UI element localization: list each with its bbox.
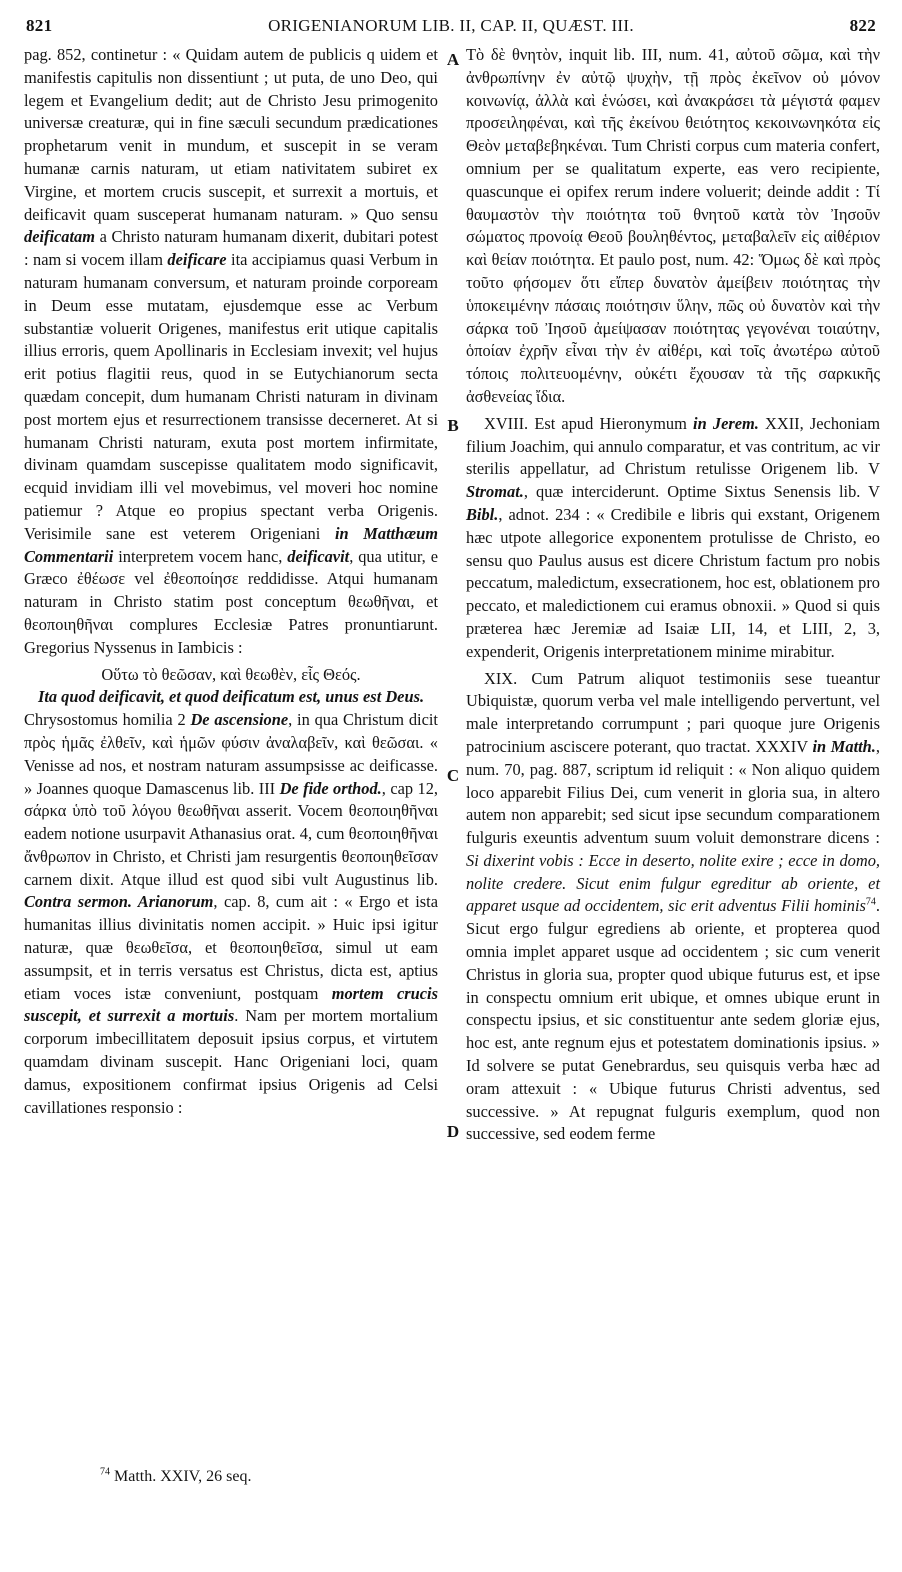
text-run: pag. 852, continetur : « Quidam autem de publicis q uidem et manifestis capitulis non dissentiunt ; ut puta, de uno Deo, qui legem et Evangelium dedit; aut de Christo Jesu primogenito universæ creaturæ, qui in fine sæculi secundum prædicationes prophetarum venit in mundum, et suscepit in se veram humanæ carnis naturam, ut etiam nativitatem subiret ex Virgine, et mortem crucis suscepit, et surrexit a mortuis, et deificavit quam susceperat humanam naturam. » Quo sensu — [24, 45, 438, 224]
page-number-right: 822 — [849, 16, 876, 35]
italic-title: Contra sermon. Arianorum — [24, 892, 214, 912]
margin-letter-d: D — [446, 1122, 460, 1141]
footnote-text: Matth. XXIV, 26 seq. — [110, 1468, 252, 1485]
left-paragraph-1 — [24, 44, 438, 660]
text-run: ita accipiamus quasi Verbum in naturam humanam conversum, et naturam proinde corpoream in Deum esse mutatam, ejusdemque esse ac Verbum substantiæ voluerit Origenes, manifestus erit utique capitalis illius erroris, quem Apollinaris in Ecclesiam invexit; vel hujus erit potius flagitii reus, quod in se Eutychianorum secta quædam concepit, dum humanam Christi naturam in divinam post mortem ejus et resurrectionem transisse decerneret. At si humanam Christi naturam, exuta post mortem infirmitate, divinam quamdam suscepisse qualitatem modo significavit, ecquid invidiam illi vel movebimus, vel moveri hoc nomine patiemur ? Atque eo propius spectant verba Origenis. Verisimile sane est veterem Origeniani — [24, 250, 438, 543]
italic-title: Bibl. — [466, 504, 499, 524]
page-number-left: 821 — [26, 16, 53, 35]
margin-letter-b: B — [447, 416, 459, 435]
text-run: XIX. Cum Patrum aliquot testimoniis sese tueantur Ubiquistæ, quorum verba vel male intelligendo pervertunt, vel male interpretando corrumpunt ; pari quoque jure Origenis patrocinium asciscere poterant, quo tractat. XXXIV — [466, 668, 880, 756]
running-head — [26, 16, 876, 42]
right-paragraph-2 — [466, 413, 880, 664]
text-run: Chrysostomus homilia 2 — [24, 710, 191, 730]
text-run: . Nam per mortem mortalium corporum imbecillitatem deposuit ipsius corpus, et virtutem quamdam divinam suscepit. Hanc Origeniani loci, quam damus, expositionem confirmat ipsius Origenis ad Celsi cavillationes responsio : — [24, 1006, 439, 1117]
text-run: , quæ interciderunt. Optime Sixtus Senensis lib. V — [523, 482, 880, 502]
footnote — [100, 1468, 251, 1486]
footnote-number: 74 — [100, 1466, 110, 1478]
right-paragraph-1 — [466, 44, 880, 409]
italic-title: in Matth. — [812, 736, 876, 756]
text-run: , in qua Christum dicit πρὸς ἡμᾶς ἐλθεῖν, καὶ ἡμῶν φύσιν ἀναλαβεῖν, καὶ θεῶσαι. « Venisse ad nos, et nostram naturam assumpsisse ac deificasse. » Joannes quoque Damascenus lib. III — [24, 710, 438, 798]
text-run: , cap. 8, cum ait : « Ergo et ista humanitas illius divinitatis nomen accipit. » Huic ipsi igitur naturæ, quæ θεωθεῖσα, et θεοποιηθεῖσα, simul ut eam assumpsit, et in terris versatus est Christus, dicta est, aptius etiam voces istæ conveniunt, postquam — [24, 892, 438, 1003]
verse-greek: Οὕτω τὸ θεῶσαν, καὶ θεωθὲν, εἷς Θεός. — [101, 664, 361, 684]
text-run: Τὸ δὲ θνητὸν, inquit lib. III, num. 41, αὐτοῦ σῶμα, καὶ τὴν ἀνθρωπίνην ἐν αὐτῷ ψυχὴν, τῇ πρὸς ἐκεῖνον οὐ μόνον κοινωνίᾳ, ἀλλὰ καὶ ἑνώσει, καὶ ἀνακράσει τὰ μέγιστά φαμεν προσειληφέναι, καὶ τῆς ἐκείνου θειότητος κεκοινωνηκότα εἰς Θεὸν μεταβεβηκέναι. Tum Christi corpus cum materia confert, omnium per se qualitatum experte, eas vero recipiente, quascunque ei opifex rerum indere voluerit; deinde addit : Τί θαυμαστὸν τὴν ποιότητα τοῦ θνητοῦ κατὰ τὸν Ἰησοῦν σώματος προνοίᾳ Θεοῦ βουληθέντος, μεταβαλεῖν εἰς αἰθέριον καὶ θείαν ποιότητα. Et paulo post, num. 42: Ὅμως δὲ καὶ πρὸς τοῦτο φήσομεν ὅτι εἴπερ δυνατὸν ἀμείβειν ποιότητας τὴν ὑποκειμένην πάσαις ποιότησιν ὕλην, πῶς οὐ δυνατὸν καὶ τὴν σάρκα τοῦ Ἰησοῦ ἀμείψασαν ποιότητας γεγονέναι τοιαύτην, ὁποίαν ἐχρῆν εἶναι τὴν ἐν αἰθέρι, καὶ τοῖς ἀνωτέρω αὐτοῦ τόποις πολιτευομένην, οὐκέτι ἔχουσαν τὰ τῆς σαρκικῆς ἀσθενείας ἴδια. — [466, 45, 880, 406]
text-run: , adnot. 234 : « Credibile e libris qui exstant, Origenem hæc utpote allegorice exponentem protulisse de Christo, eo sensu quo Paulus ausus est dicere Christum factum pro nobis peccatum, maledictum, exsecrationem, hoc est, oblationem pro peccato, et maledictionem cui eramus obnoxii. » Quod si quis præterea hæc Jeremiæ ad Isaiæ LII, 14, et LIII, 2, 3, expenderit, Origenis interpretationem minime mirabitur. — [466, 504, 880, 661]
margin-letter-c: C — [446, 766, 460, 785]
italic-term: deificatam — [24, 227, 96, 247]
text-run: , qua utitur, e Græco ἐθέωσε vel ἐθεοποίησε reddidisse. Atqui humanam naturam in Christo statim post conceptum θεωθῆναι, et θεοποιηθῆναι complures Ecclesiæ Patres pronuntiarunt. Gregorius Nyssenus in Iambicis : — [24, 546, 438, 657]
italic-title: De ascensione — [190, 710, 289, 730]
italic-title: in Jerem. — [693, 413, 759, 433]
right-paragraph-3 — [466, 668, 880, 1147]
left-paragraph-2 — [24, 709, 438, 1119]
italic-title: Stromat. — [466, 482, 524, 502]
text-run: , num. 70, pag. 887, scriptum id reliquit : « Non aliquo quidem loco apparebit Filius Dei, cum venerit in gloria sua, in altero autem non apparebit; sed sicut ipse secundum comparationem fulguris exeuntis adventum suum voluit demonstrare dicens : — [466, 736, 880, 848]
text-run: a Christo naturam humanam dixerit, dubitari potest : nam si vocem illam — [24, 227, 438, 270]
italic-title: in Matthæum Commentarii — [24, 523, 438, 566]
text-run: XXII, Jechoniam filium Joachim, qui annulo comparatur, et vas contritum, ac vir sterilis appellatur, ad Christum retulisse Origenem lib. V — [466, 413, 880, 479]
italic-phrase: mortem crucis suscepit, et surrexit a mortuis — [24, 983, 438, 1026]
verse-latin: Ita quod deificavit, et quod deificatum est, unus est Deus. — [37, 687, 425, 707]
running-title: ORIGENIANORUM LIB. II, CAP. II, QUÆST. III. — [268, 16, 634, 35]
italic-term: deificavit — [287, 546, 350, 566]
text-run: . Sicut ergo fulgur egrediens ab oriente, et propterea quod omnia implet apparet usque ad occidentem ; sic cum venerit Christus in gloria sua, propter quod ubique futurus est, et ipse in conspectu omnium erit ubique, et omnes ubique erunt in conspectu ipsius, et sic constituentur ante sedem gloriæ ejus, hoc est, ante regnum ejus et potestatem dominationis ipsius. » Id solvere se putat Genebrardus, seu quisquis verba hæc ad oram attexuit : « Ubique futurus Christi adventus, sed successive. » At repugnat fulguris exemplum, quod non successive, sed eodem ferme — [466, 896, 880, 1144]
text-run: , cap 12, σάρκα ὑπὸ τοῦ λόγου θεωθῆναι asserit. Vocem θεοποιηθῆναι eadem notione usurpavit Athanasius orat. 4, cum θεοποιηθῆναι ἄνθρωπον in Christo, et Christi jam resurgentis θεοποιηθεῖσαν carnem dixit. Atque illud est quod sibi vult Augustinus lib. — [24, 778, 438, 889]
right-column — [466, 44, 880, 1146]
italic-title: De fide orthod. — [279, 778, 382, 798]
margin-letter-a: A — [446, 50, 460, 69]
footnote-ref: 74 — [865, 897, 876, 909]
text-run: XVIII. Est apud Hieronymum — [484, 413, 694, 433]
text-run: interpretem vocem hanc, — [113, 546, 288, 566]
left-column — [24, 44, 438, 1119]
italic-term: deificare — [167, 250, 227, 270]
italic-quotation: Si dixerint vobis : Ecce in deserto, nolite exire ; ecce in domo, nolite credere. Sicut enim fulgur egreditur ab oriente, et apparet usque ad occidentem, sic erit adventus Filii hominis — [466, 850, 880, 916]
